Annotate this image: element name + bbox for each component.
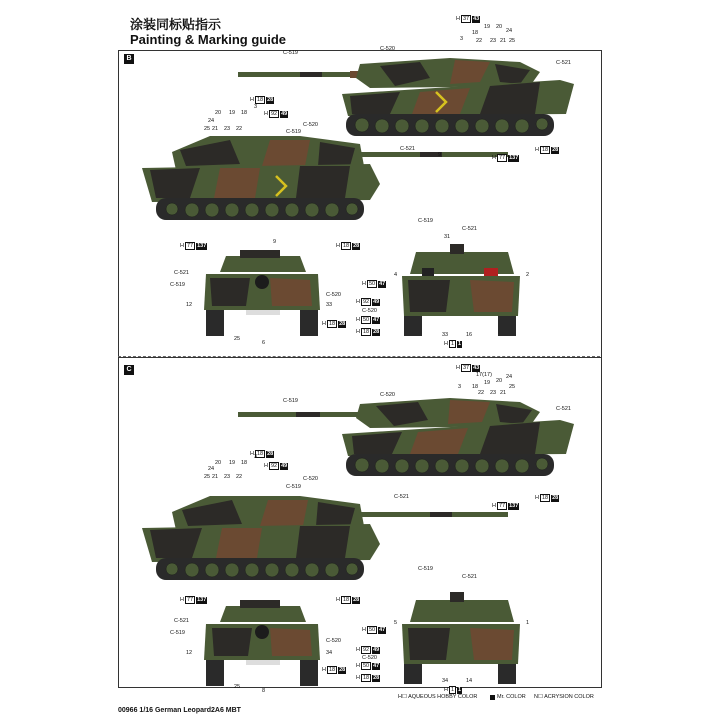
label-c519-b1: C-519 [283, 50, 298, 56]
label-c521-b1: C-521 [556, 60, 571, 66]
callout-c-34a: 34 [326, 650, 333, 656]
callout-cl-25: 25 [204, 474, 211, 480]
callout-c-34b: 34 [442, 678, 449, 684]
callout-b-2: 2 [526, 272, 530, 278]
chip-h50-br2: H 50 47 [356, 316, 380, 323]
callout-bl-18: 18 [241, 110, 248, 116]
label-c521-c1: C-521 [556, 406, 571, 412]
label-c521-cr: C-521 [462, 574, 477, 580]
legend-mr-color: Mr. COLOR [490, 694, 526, 700]
callout-c-25: 25 [509, 384, 516, 390]
callout-c-23: 23 [490, 390, 497, 396]
callout-b-16: 16 [466, 332, 473, 338]
callout-b-22: 22 [476, 38, 483, 44]
label-c520-c1: C-520 [380, 392, 395, 398]
label-c519-bf: C-519 [170, 282, 185, 288]
callout-b-20: 20 [496, 24, 503, 30]
footer-code: 00966 [118, 707, 138, 714]
callout-cl-24: 24 [208, 466, 215, 472]
chip-h37-b: H 37 43 [456, 15, 480, 22]
chip-h18-br: H 18 28 [356, 328, 380, 335]
callout-cl-18: 18 [241, 460, 248, 466]
callout-c-8: 8 [262, 688, 266, 694]
callout-c-21: 21 [500, 390, 507, 396]
chip-h18-bf: H 18 28 [322, 320, 346, 327]
callout-c-12: 12 [186, 650, 193, 656]
chip-h92-b: H 92 49 [264, 110, 288, 117]
callout-b-21: 21 [500, 38, 507, 44]
chip-h18-c1: H 18 28 [250, 450, 274, 457]
chip-h18-cr: H 18 28 [356, 674, 380, 681]
callout-c-19: 19 [484, 380, 491, 386]
callout-b-33a: 33 [326, 302, 333, 308]
callout-bl-22: 22 [236, 126, 243, 132]
label-c519-br: C-519 [418, 218, 433, 224]
chip-h1-c: H 1 1 [444, 686, 462, 693]
callout-c-20: 20 [496, 378, 503, 384]
callout-c-24: 24 [506, 374, 513, 380]
callout-c-25: 25 [234, 684, 241, 690]
label-c520-c2: C-520 [303, 476, 318, 482]
label-c520-b1: C-520 [380, 46, 395, 52]
chip-h77-b1: H 77 137 [492, 154, 519, 161]
callout-c-5: 5 [394, 620, 398, 626]
chip-h18-c2: H 18 28 [535, 494, 559, 501]
callout-cl-23: 23 [224, 474, 231, 480]
callout-cl-21: 21 [212, 474, 219, 480]
callout-bl-21: 21 [212, 126, 219, 132]
callout-cl-3: 3 [254, 454, 258, 460]
callout-b-33b: 33 [442, 332, 449, 338]
chip-h37-c: H 37 43 [456, 364, 480, 371]
section-label-b: B [124, 54, 134, 64]
callout-bl-3: 3 [254, 104, 258, 110]
label-c519-c1: C-519 [283, 398, 298, 404]
callout-cl-22: 22 [236, 474, 243, 480]
callout-b-3: 3 [460, 36, 464, 42]
label-c521-bf: C-521 [174, 270, 189, 276]
label-c520-br: C-520 [362, 308, 377, 314]
callout-bl-24: 24 [208, 118, 215, 124]
chip-h92-br: H 92 49 [356, 298, 380, 305]
callout-b-24: 24 [506, 28, 513, 34]
callout-b-12: 12 [186, 302, 193, 308]
label-c520-cr: C-520 [362, 655, 377, 661]
footer-text: 1/16 German Leopard2A6 MBT [139, 707, 241, 714]
callout-b-25: 25 [509, 38, 516, 44]
footer-title [118, 707, 241, 714]
label-c519-cf: C-519 [170, 630, 185, 636]
callout-b-9b: 9 [273, 239, 277, 245]
callout-b-9a: 9 [438, 152, 442, 158]
callout-cl-20: 20 [215, 460, 222, 466]
label-c521-c2: C-521 [394, 494, 409, 500]
label-c520-bf: C-520 [326, 292, 341, 298]
chip-h92-cr: H 92 49 [356, 646, 380, 653]
label-c521-br: C-521 [462, 226, 477, 232]
mr-color-swatch-icon [490, 695, 495, 700]
chip-h92-c: H 92 49 [264, 462, 288, 469]
callout-b-23: 23 [490, 38, 497, 44]
section-label-c: C [124, 365, 134, 375]
chip-h77-b2: H 77 137 [180, 242, 207, 249]
callout-bl-20: 20 [215, 110, 222, 116]
chip-h77-c2: H 77 137 [180, 596, 207, 603]
label-c521-cf: C-521 [174, 618, 189, 624]
chip-h18-b2: H 18 28 [535, 146, 559, 153]
label-c521-b2: C-521 [400, 146, 415, 152]
callout-c-17: 17(17) [476, 372, 492, 378]
label-c520-cf: C-520 [326, 638, 341, 644]
callout-b-6: 6 [262, 340, 266, 346]
callout-b-31: 31 [444, 234, 451, 240]
callout-c-18: 18 [472, 384, 479, 390]
callout-b-25: 25 [234, 336, 241, 342]
callout-bl-19: 19 [229, 110, 236, 116]
callout-b-4: 4 [394, 272, 398, 278]
legend-aqueous: H☐ AQUEOUS HOBBY COLOR [398, 694, 478, 700]
label-c520-b2: C-520 [303, 122, 318, 128]
callout-c-1: 1 [526, 620, 530, 626]
chip-h18-b1: H 18 28 [250, 96, 274, 103]
chip-h18-c3: H 18 28 [336, 596, 360, 603]
chip-h18-b3: H 18 28 [336, 242, 360, 249]
callout-c-3: 3 [458, 384, 462, 390]
chip-h18-cf: H 18 28 [322, 666, 346, 673]
chip-h50-c: H 50 47 [362, 626, 386, 633]
callout-c-14: 14 [466, 678, 473, 684]
title-chinese: 涂装同标贴指示 [130, 18, 222, 33]
legend-acrysion: N☐ ACRYSION COLOR [534, 694, 594, 700]
callout-b-18: 18 [472, 30, 479, 36]
chip-h50-cr2: H 50 47 [356, 662, 380, 669]
callout-bl-25: 25 [204, 126, 211, 132]
callout-c-22: 22 [478, 390, 485, 396]
label-c519-c2: C-519 [286, 484, 301, 490]
title-english: Painting & Marking guide [130, 32, 287, 47]
chip-h50-b: H 50 47 [362, 280, 386, 287]
label-c519-cr: C-519 [418, 566, 433, 572]
chip-h1-b: H 1 1 [444, 340, 462, 347]
callout-bl-23: 23 [224, 126, 231, 132]
chip-h77-c1: H 77 137 [492, 502, 519, 509]
callout-cl-19: 19 [229, 460, 236, 466]
callout-b-19: 19 [484, 24, 491, 30]
label-c519-b2: C-519 [286, 129, 301, 135]
